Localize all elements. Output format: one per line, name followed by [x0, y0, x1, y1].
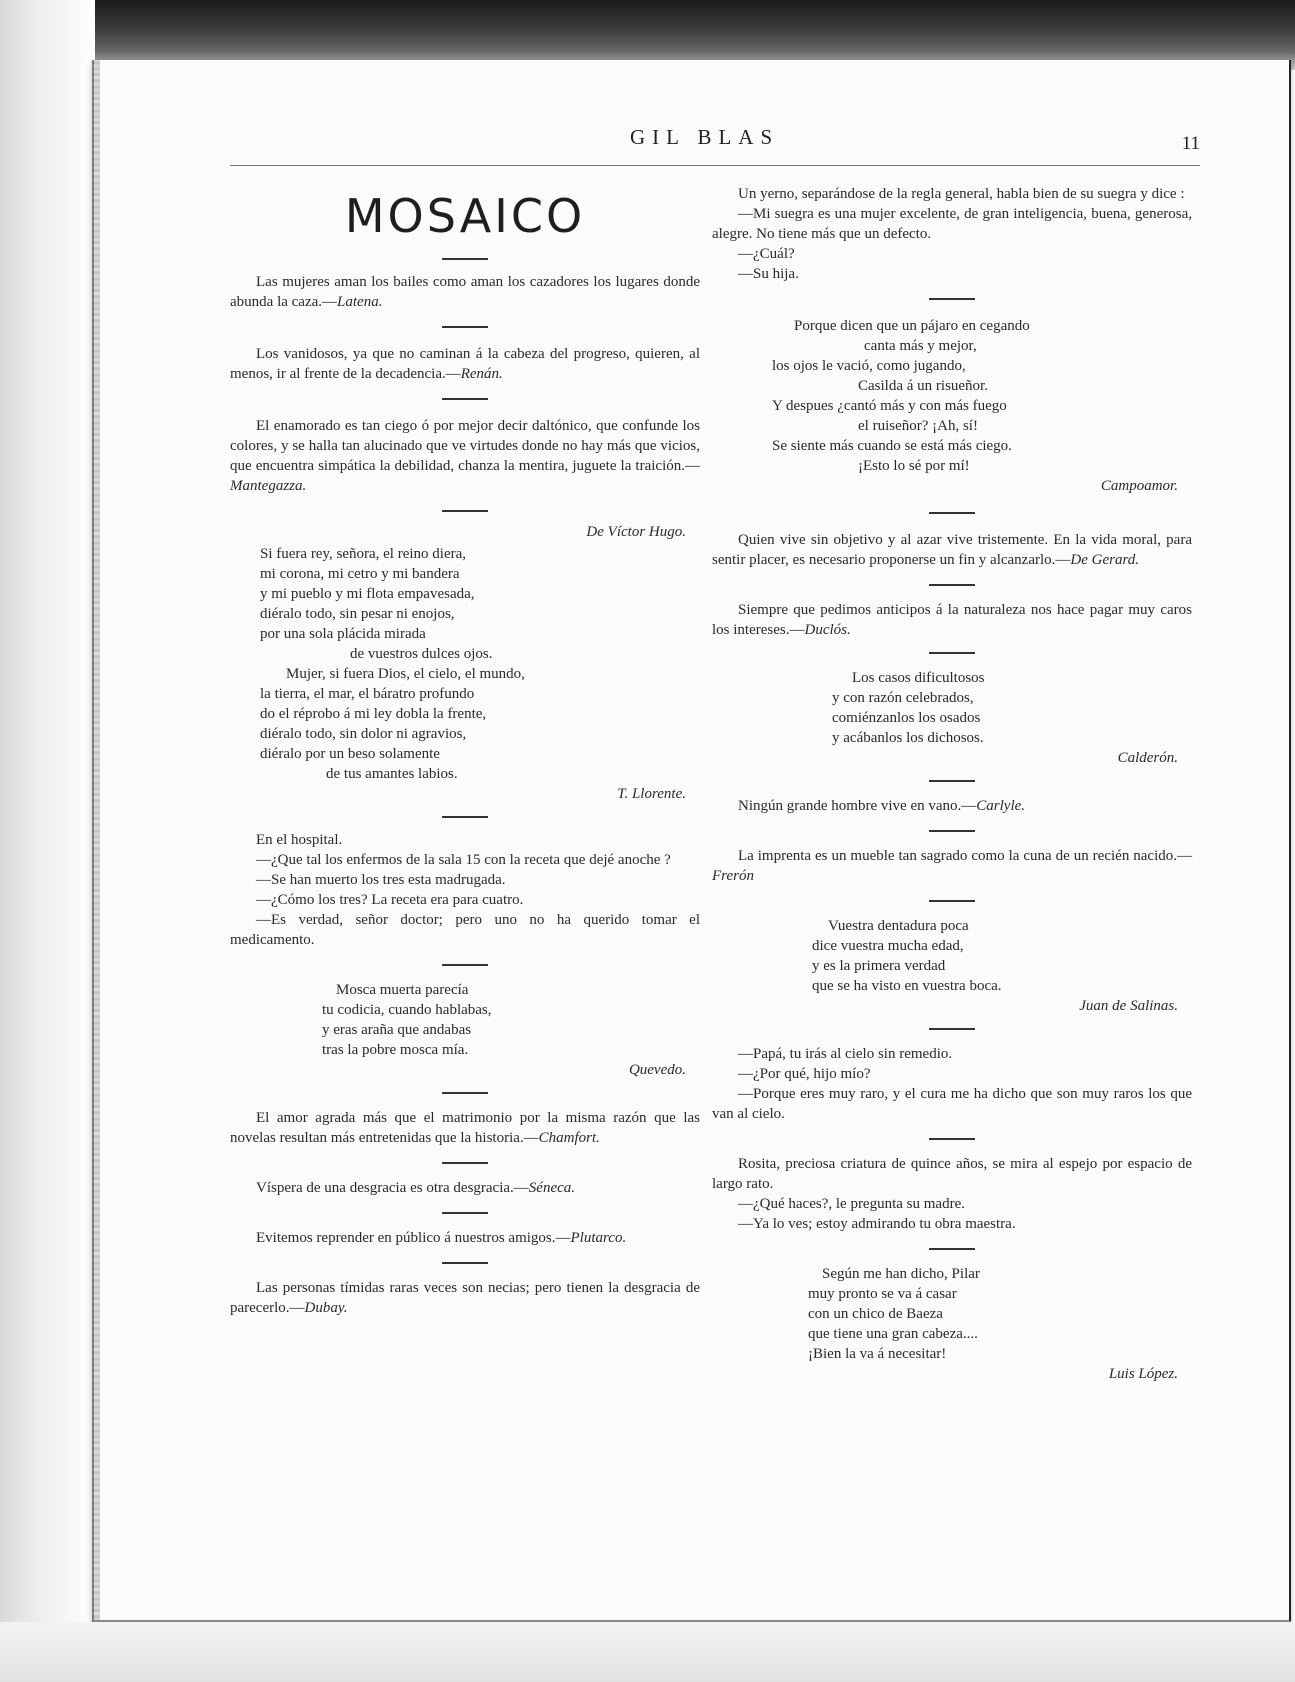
- right-column: [712, 184, 1192, 1384]
- quote-plutarco: Evitemos reprender en público á nuestros amigos.—Plutarco.: [256, 1230, 627, 1246]
- quote-dubay: Las personas tímidas raras veces son necias; pero tienen la desgracia de parecerlo.—Dubay.: [230, 1280, 700, 1316]
- scan-bottom-margin: [0, 1622, 1295, 1682]
- divider: [929, 1028, 975, 1030]
- quote-chamfort: El amor agrada más que el matrimonio por la misma razón que las novelas resultan más entretenidas que la historia.—Chamfort.: [230, 1110, 700, 1146]
- poem-source: De Víctor Hugo.: [586, 524, 686, 540]
- page-header: [230, 125, 1200, 166]
- dialogue-yerno: Un yerno, separándose de la regla general, habla bien de su suegra y dice : —Mi suegra es una mujer excelente, de gran inteligencia, buena, generosa, alegre. No tiene más que un defecto. —¿Cuál? —Su hija.: [712, 186, 1192, 282]
- divider: [442, 398, 488, 400]
- running-title: GIL BLAS: [630, 125, 780, 149]
- quote-seneca: Víspera de una desgracia es otra desgracia.—Séneca.: [256, 1180, 576, 1196]
- divider: [442, 964, 488, 966]
- divider: [442, 326, 488, 328]
- poem-author: Luis López.: [1108, 1366, 1178, 1382]
- divider: [442, 1262, 488, 1264]
- left-column: [230, 168, 700, 1318]
- divider: [442, 510, 488, 512]
- poem-quevedo: Mosca muerta parecía tu codicia, cuando hablabas, y eras araña que andabas tras la pobre mosca mía. Quevedo.: [230, 980, 700, 1080]
- divider: [442, 1162, 488, 1164]
- divider: [929, 830, 975, 832]
- dialogue-hospital: En el hospital. —¿Que tal los enfermos de la sala 15 con la receta que dejé anoche ? —Se han muerto los tres esta madrugada. —¿Cómo los tres? La receta era para cuatro. —Es verdad, señor doctor; pero uno no ha querido tomar el medicamento.: [230, 832, 700, 948]
- divider: [929, 584, 975, 586]
- divider: [442, 258, 488, 260]
- divider: [442, 1212, 488, 1214]
- divider: [929, 512, 975, 514]
- quote-duclos: Siempre que pedimos anticipos á la naturaleza nos hace pagar muy caros los intereses.—Duclós.: [712, 602, 1192, 638]
- scan-left-shadow: [0, 0, 95, 1682]
- quote-renan: Los vanidosos, ya que no caminan á la cabeza del progreso, quieren, al menos, ir al frente de la decadencia.—Renán.: [230, 346, 700, 382]
- section-title: MOSAICO: [344, 189, 586, 243]
- poem-author: Campoamor.: [1100, 478, 1178, 494]
- divider: [929, 298, 975, 300]
- page-number: 11: [1181, 133, 1200, 154]
- poem-salinas: Vuestra dentadura poca dice vuestra mucha edad, y es la primera verdad que se ha visto en vuestra boca. Juan de Salinas.: [712, 916, 1192, 1016]
- poem-author: Calderón.: [1117, 750, 1178, 766]
- page-binding-edge: [92, 60, 100, 1620]
- poem-campoamor: Porque dicen que un pájaro en cegando canta más y mejor, los ojos le vació, como jugando, Casilda á un risueñor. Y despues ¿cantó más y con más fuego el ruiseñor? ¡Ah, sí! Se siente más cuando se está más ciego. ¡Esto lo sé por mí! Campoamor.: [712, 316, 1192, 496]
- poem-author: T. Llorente.: [617, 786, 686, 802]
- divider: [929, 1138, 975, 1140]
- poem-lopez: Según me han dicho, Pilar muy pronto se va á casar con un chico de Baeza que tiene una gran cabeza.... ¡Bien la va á necesitar! Luis López.: [712, 1264, 1192, 1384]
- poem-hugo: De Víctor Hugo. Si fuera rey, señora, el reino diera, mi corona, mi cetro y mi bandera y mi pueblo y mi flota empavesada, diéralo todo, sin pesar ni enojos, por una sola plácida mirada de vuestros dulces ojos. Mujer, si fuera Dios, el cielo, el mundo, la tierra, el mar, el báratro profundo do el réprobo á mi ley dobla la frente, diéralo todo, sin dolor ni agravios, diéralo por un beso solamente de tus amantes labios. T. Llorente.: [230, 522, 700, 804]
- dialogue-rosita: Rosita, preciosa criatura de quince años, se mira al espejo por espacio de largo rato. —¿Qué haces?, le pregunta su madre. —Ya lo ves; estoy admirando tu obra maestra.: [712, 1156, 1192, 1232]
- divider: [929, 900, 975, 902]
- divider: [929, 780, 975, 782]
- quote-latena: Las mujeres aman los bailes como aman los cazadores los lugares donde abunda la caza.—Latena.: [230, 274, 700, 310]
- quote-mantegazza: El enamorado es tan ciego ó por mejor decir daltónico, que confunde los colores, y se halla tan alucinado que ve virtudes donde no hay más que vicios, que encuentra simpática la debilidad, chanza la mentira, juguete la traición.—Mantegazza.: [230, 418, 700, 494]
- poem-author: Quevedo.: [628, 1062, 686, 1078]
- divider: [929, 1248, 975, 1250]
- poem-author: Juan de Salinas.: [1079, 998, 1178, 1014]
- quote-freron: La imprenta es un mueble tan sagrado como la cuna de un recién nacido.—Frerón: [712, 848, 1192, 884]
- dialogue-papa: —Papá, tu irás al cielo sin remedio. —¿Por qué, hijo mío? —Porque eres muy raro, y el cura me ha dicho que son muy raros los que van al cielo.: [712, 1046, 1192, 1122]
- quote-carlyle: Ningún grande hombre vive en vano.—Carlyle.: [738, 798, 1026, 814]
- divider: [442, 1092, 488, 1094]
- divider: [929, 652, 975, 654]
- poem-calderon: Los casos dificultosos y con razón celebrados, comiénzanlos los osados y acábanlos los dichosos. Calderón.: [712, 668, 1192, 768]
- quote-gerard: Quien vive sin objetivo y al azar vive tristemente. En la vida moral, para sentir placer, es necesario proponerse un fin y alcanzarlo.—De Gerard.: [712, 532, 1192, 568]
- divider: [442, 816, 488, 818]
